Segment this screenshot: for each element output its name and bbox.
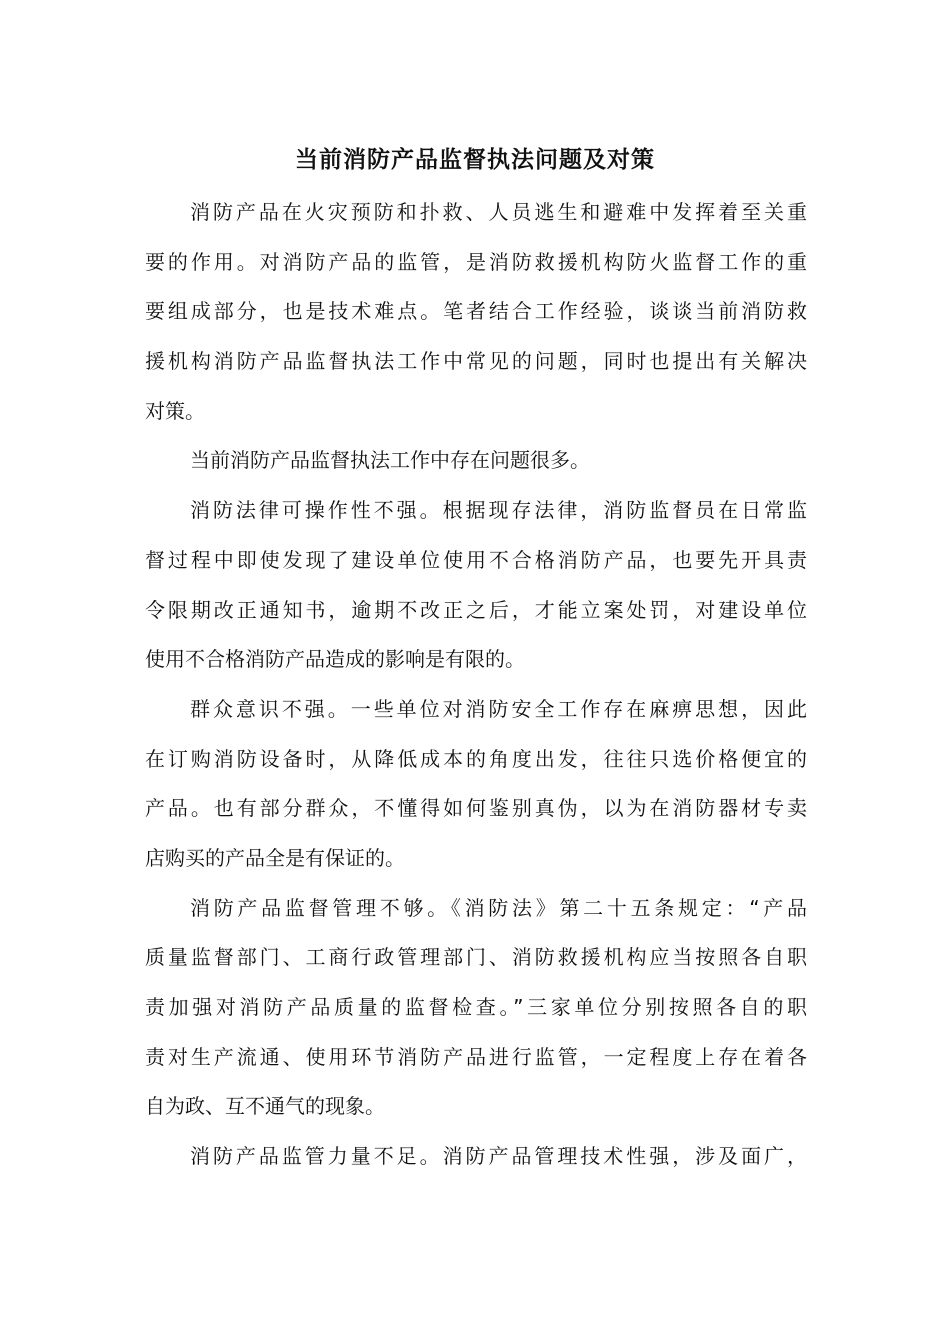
paragraph-awareness: [145, 685, 807, 884]
text-line: 质量监督部门、工商行政管理部门、消防救援机构应当按照各自职: [145, 945, 807, 970]
text-line: 督过程中即使发现了建设单位使用不合格消防产品，也要先开具责: [145, 547, 807, 572]
text-line: 援机构消防产品监督执法工作中常见的问题，同时也提出有关解决: [145, 349, 807, 374]
text-line: 责加强对消防产品质量的监督检查。”三家单位分别按照各自的职: [145, 995, 807, 1019]
text-line: 自为政、互不通气的现象。: [145, 1094, 385, 1119]
paragraph-capacity: [145, 1132, 807, 1182]
text-line: 产品。也有部分群众，不懂得如何鉴别真伪，以为在消防器材专卖: [145, 796, 807, 821]
text-line: 使用不合格消防产品造成的影响是有限的。: [145, 647, 525, 672]
text-line: 令限期改正通知书，逾期不改正之后，才能立案处罚，对建设单位: [145, 597, 807, 622]
text-line: 群众意识不强。一些单位对消防安全工作存在麻痹思想，因此: [190, 696, 807, 721]
document-title: 当前消防产品监督执法问题及对策: [295, 147, 655, 173]
document-body: [145, 188, 807, 1182]
text-line: 店购买的产品全是有保证的。: [145, 845, 405, 870]
text-line: 消防法律可操作性不强。根据现存法律，消防监督员在日常监: [190, 498, 807, 523]
paragraph-intro: [145, 188, 807, 436]
text-line: 消防产品监督管理不够。《消防法》第二十五条规定：“产品: [190, 895, 807, 920]
text-line: 当前消防产品监督执法工作中存在问题很多。: [190, 448, 590, 473]
paragraph-problems: [145, 436, 807, 486]
text-line: 对策。: [145, 398, 205, 423]
text-line: 要的作用。对消防产品的监管，是消防救援机构防火监督工作的重: [145, 249, 807, 274]
text-line: 消防产品监管力量不足。消防产品管理技术性强，涉及面广，: [190, 1144, 807, 1169]
text-line: 消防产品在火灾预防和扑救、人员逃生和避难中发挥着至关重: [190, 200, 807, 224]
text-line: 责对生产流通、使用环节消防产品进行监管，一定程度上存在着各: [145, 1044, 807, 1069]
text-line: 要组成部分，也是技术难点。笔者结合工作经验，谈谈当前消防救: [145, 299, 807, 324]
paragraph-law: [145, 486, 807, 685]
text-line: 在订购消防设备时，从降低成本的角度出发，往往只选价格便宜的: [145, 746, 807, 771]
paragraph-supervision: [145, 884, 807, 1132]
